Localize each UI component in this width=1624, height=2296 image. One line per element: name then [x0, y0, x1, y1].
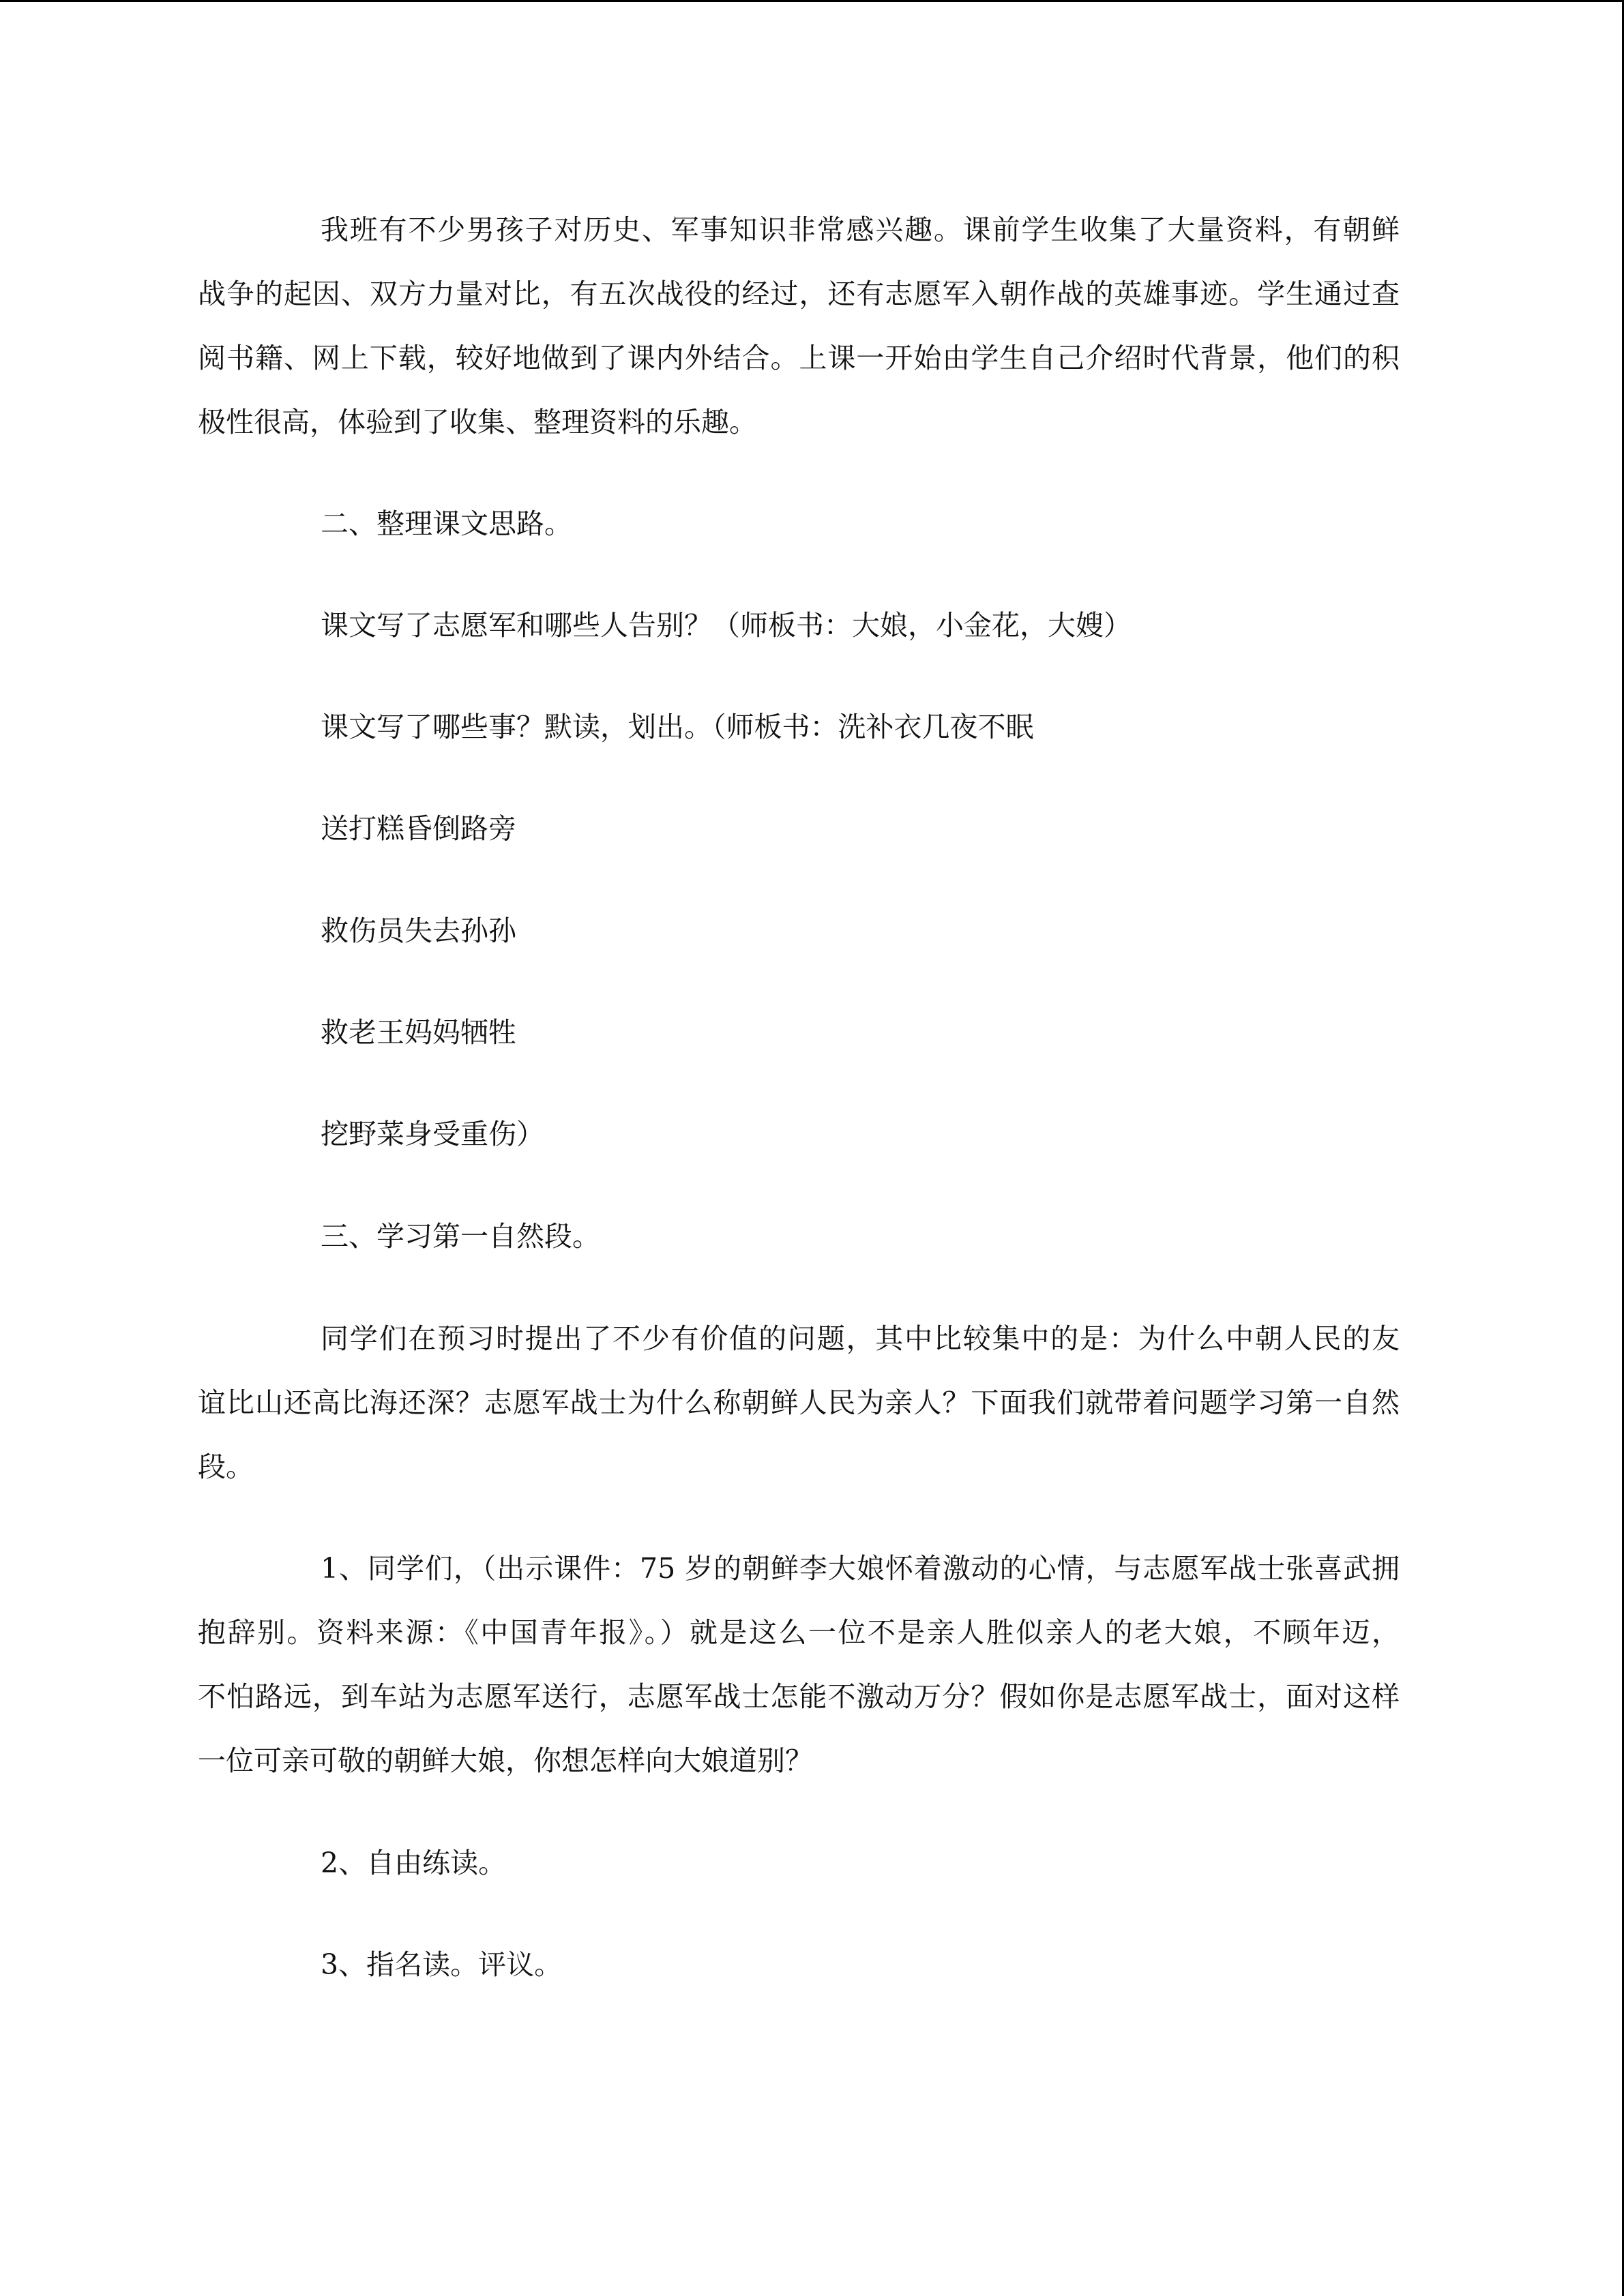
paragraph-line: 1、同学们，（出示课件：75 岁的朝鲜李大娘怀着激动的心情，与志愿军战士张喜武拥 — [321, 1552, 1400, 1585]
paragraph-line: 阅书籍、网上下载，较好地做到了课内外结合。上课一开始由学生自己介绍时代背景，他们的积 — [198, 342, 1400, 374]
step-3: 3、指名读。评议。 — [321, 1948, 563, 1981]
paragraph-line: 一位可亲可敬的朝鲜大娘，你想怎样向大娘道别？ — [198, 1744, 813, 1777]
question-1: 课文写了志愿军和哪些人告别？（师板书：大娘，小金花，大嫂） — [321, 609, 1132, 642]
paragraph-line: 不怕路远，到车站为志愿军送行，志愿军战士怎能不激动万分？假如你是志愿军战士，面对这样 — [198, 1680, 1400, 1713]
section-heading-2: 二、整理课文思路。 — [321, 507, 572, 540]
paragraph-line: 段。 — [198, 1450, 254, 1483]
paragraph-line: 极性很高，体验到了收集、整理资料的乐趣。 — [198, 406, 757, 438]
question-2: 课文写了哪些事？默读，划出。（师板书：洗补衣几夜不眠 — [321, 711, 1034, 743]
paragraph-line: 同学们在预习时提出了不少有价值的问题，其中比较集中的是：为什么中朝人民的友 — [321, 1322, 1400, 1355]
section-heading-3: 三、学习第一自然段。 — [321, 1220, 600, 1253]
paragraph-line: 战争的起因、双方力量对比，有五次战役的经过，还有志愿军入朝作战的英雄事迹。学生通过查 — [198, 278, 1400, 310]
step-2: 2、自由练读。 — [321, 1847, 507, 1879]
board-item: 救伤员失去孙孙 — [321, 914, 516, 947]
board-item: 挖野菜身受重伤） — [321, 1118, 544, 1150]
paragraph-line: 抱辞别。资料来源：《中国青年报》。）就是这么一位不是亲人胜似亲人的老大娘，不顾年迈， — [198, 1616, 1400, 1649]
paragraph-line: 谊比山还高比海还深？志愿军战士为什么称朝鲜人民为亲人？下面我们就带着问题学习第一自然 — [198, 1386, 1400, 1419]
board-item: 送打糕昏倒路旁 — [321, 812, 516, 845]
paragraph-line: 我班有不少男孩子对历史、军事知识非常感兴趣。课前学生收集了大量资料，有朝鲜 — [321, 213, 1400, 246]
board-item: 救老王妈妈牺牲 — [321, 1016, 516, 1049]
